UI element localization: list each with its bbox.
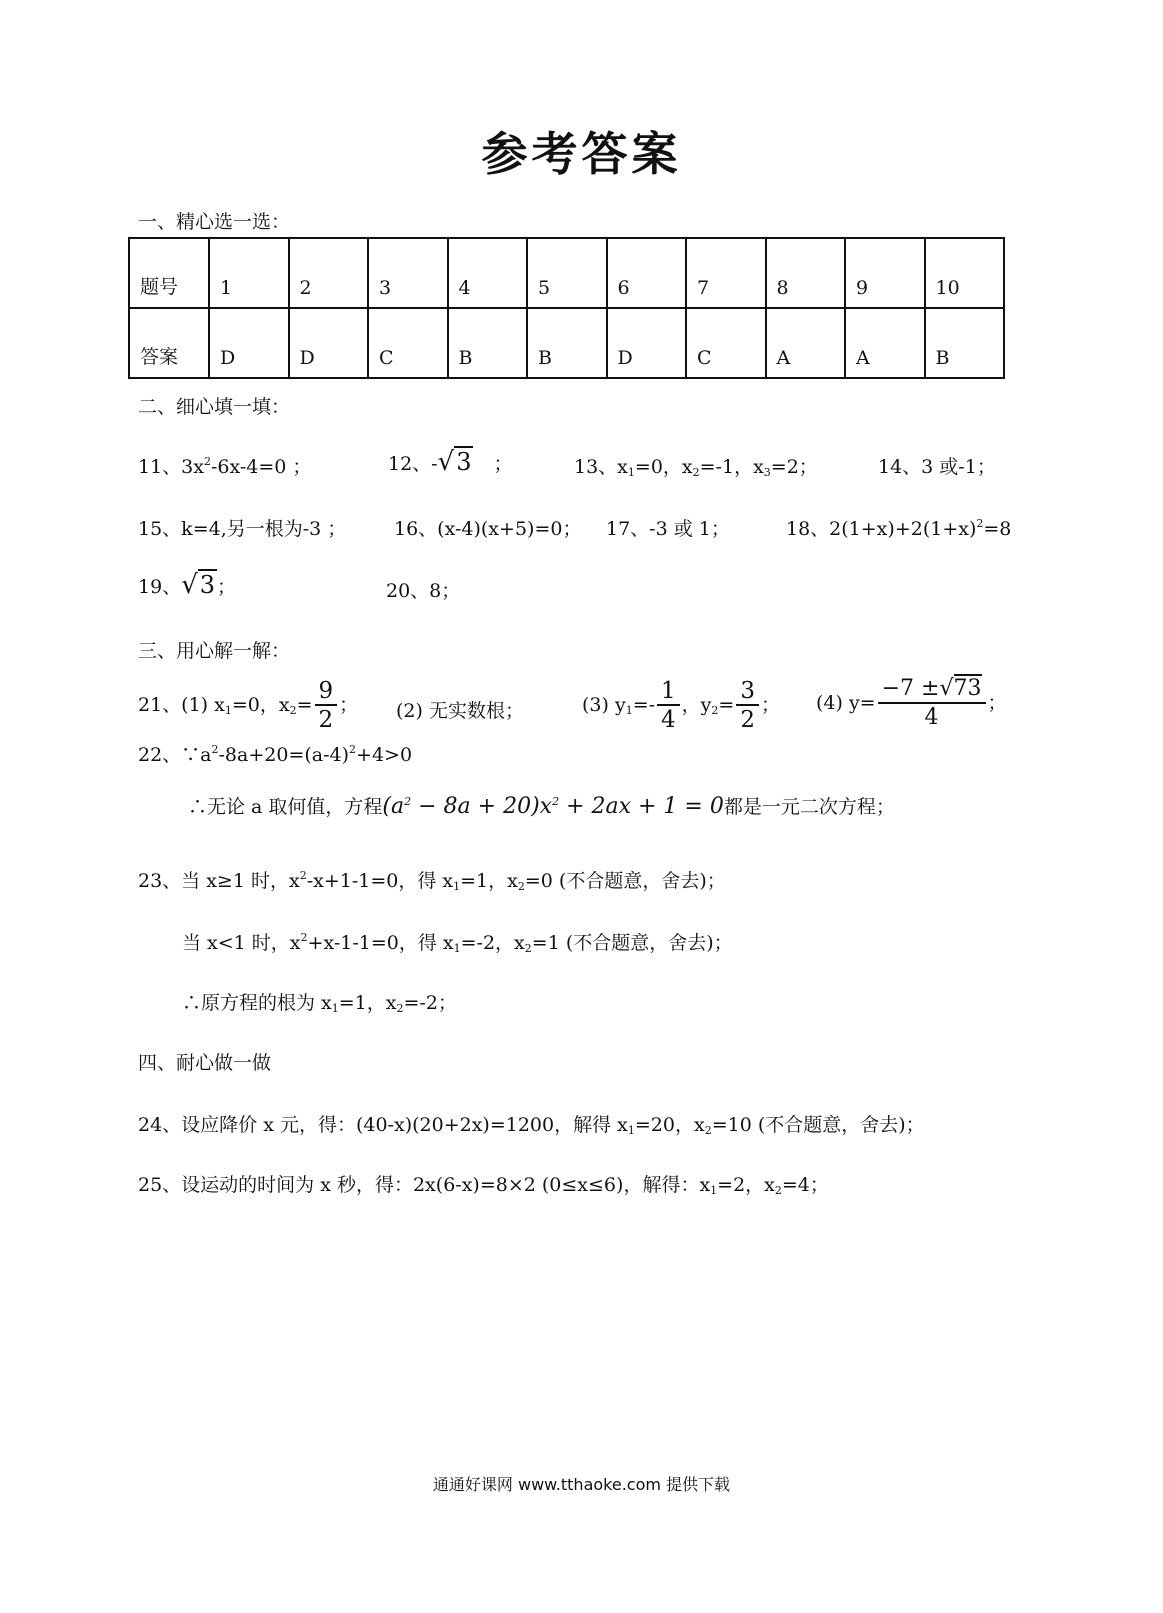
answer-text: =1 (不合题意，舍去)；	[531, 932, 733, 954]
answer-23-line-2	[182, 928, 733, 955]
page-title: 参考答案	[481, 127, 682, 181]
superscript: 2	[976, 517, 984, 530]
table-cell: B	[527, 308, 607, 378]
subscript: 2	[396, 1002, 404, 1015]
answer-text: =-2；	[403, 992, 457, 1014]
answer-23-line-1	[138, 866, 726, 893]
table-cell: D	[289, 308, 369, 378]
subscript: 1	[331, 1002, 339, 1015]
answer-17: 17、-3 或 1；	[606, 518, 730, 540]
denominator: 4	[661, 707, 676, 733]
subscript: 2	[289, 704, 297, 717]
subscript: 1	[627, 466, 635, 479]
table-cell: A	[845, 308, 925, 378]
superscript: 2	[300, 931, 308, 944]
subscript: 1	[224, 704, 232, 717]
table-cell: 10	[925, 238, 1005, 308]
denominator: 4	[924, 705, 939, 730]
answer-text: =0，x	[231, 694, 290, 716]
subscript: 3	[763, 466, 771, 479]
answer-text: 11、3x	[138, 456, 204, 478]
table-cell: 7	[686, 238, 766, 308]
subscript: 2	[704, 1124, 712, 1137]
denominator: 2	[740, 707, 755, 733]
answer-text: 12、-	[388, 453, 438, 475]
subscript: 2	[711, 704, 719, 717]
answer-text: =20，x	[634, 1114, 705, 1136]
answer-14: 14、3 或-1；	[878, 456, 996, 478]
answer-text: ；	[987, 692, 1007, 714]
answer-text: ；	[760, 694, 780, 716]
answer-text: ∴原方程的根为 x	[182, 992, 332, 1014]
answer-text: =10 (不合题意，舍去)；	[711, 1114, 925, 1136]
answer-21-3	[582, 678, 780, 734]
answer-text: 21、(1) x	[138, 694, 225, 716]
answer-text: =0 (不合题意，舍去)；	[524, 870, 726, 892]
table-cell: C	[686, 308, 766, 378]
answer-text: 13、x	[574, 456, 628, 478]
superscript: 2	[299, 869, 307, 882]
radicand: 73	[953, 676, 982, 701]
answer-text: ，y	[681, 694, 712, 716]
table-cell: 4	[448, 238, 528, 308]
subscript: 2	[692, 466, 700, 479]
superscript: 2	[211, 743, 219, 756]
equation-text: + 2ax + 1 = 0	[559, 794, 724, 819]
radicand: 3	[199, 571, 216, 599]
row-header-answer: 答案	[129, 308, 209, 378]
answer-text: =	[718, 694, 735, 716]
subscript: 2	[524, 942, 532, 955]
numerator: 3	[736, 678, 759, 706]
equation	[382, 794, 723, 819]
answer-19	[138, 570, 236, 600]
answer-text: =0，x	[634, 456, 693, 478]
answer-text: +x-1-1=0，得 x	[307, 932, 454, 954]
answer-text: 23、当 x≥1 时，x	[138, 870, 300, 892]
radicand: 3	[456, 448, 472, 476]
answer-16: 16、(x-4)(x+5)=0；	[394, 518, 582, 540]
answer-15: 15、k=4,另一根为-3 ；	[138, 518, 347, 540]
answer-text: 18、2(1+x)+2(1+x)	[786, 518, 977, 540]
table-cell: B	[925, 308, 1005, 378]
table-row-answers	[129, 308, 1004, 378]
fraction	[315, 678, 338, 734]
table-cell: 2	[289, 238, 369, 308]
answer-12	[388, 447, 513, 477]
fraction	[657, 678, 680, 734]
answer-text: =	[296, 694, 313, 716]
denominator: 2	[318, 707, 334, 733]
answer-20: 20、8；	[386, 580, 461, 602]
answer-23-line-3	[182, 988, 457, 1015]
answer-text: 24、设应降价 x 元，得：(40-x)(20+2x)=1200，解得 x	[138, 1114, 628, 1136]
answer-21-4	[816, 676, 1007, 732]
answer-text: -8a+20=(a-4)	[218, 744, 350, 766]
answer-text: 都是一元二次方程；	[723, 796, 895, 818]
table-cell: D	[607, 308, 687, 378]
answer-text: =4；	[781, 1174, 829, 1196]
answer-text: 22、∵a	[138, 744, 212, 766]
numerator-text: −7 ±	[881, 676, 940, 701]
answer-text: (4) y=	[816, 692, 876, 714]
numerator: 1	[657, 678, 680, 706]
answer-text: 19、	[138, 576, 182, 598]
subscript: 1	[627, 1124, 635, 1137]
answer-text: ∴无论 a 取何值，方程	[188, 796, 383, 818]
table-cell: 5	[527, 238, 607, 308]
section-2-heading: 二、细心填一填：	[138, 396, 291, 418]
footer: 通通好课网 www.tthaoke.com 提供下载	[432, 1475, 731, 1494]
sqrt-expression: √3	[181, 570, 216, 600]
table-cell: 3	[368, 238, 448, 308]
table-row-numbers	[129, 238, 1004, 308]
fraction	[878, 676, 986, 732]
answer-text: ；	[339, 694, 359, 716]
answer-25	[138, 1170, 829, 1197]
answer-21-1	[138, 678, 358, 734]
superscript: 2	[404, 795, 412, 808]
answer-text: =1，x	[338, 992, 397, 1014]
answer-text: =2，x	[717, 1174, 775, 1196]
subscript: 1	[453, 942, 461, 955]
answer-21-2: (2) 无实数根；	[396, 700, 524, 722]
answer-text: -x+1-1=0，得 x	[306, 870, 454, 892]
superscript: 2	[203, 455, 211, 468]
answer-18	[786, 514, 1011, 541]
subscript: 2	[517, 880, 525, 893]
row-header-number: 题号	[129, 238, 209, 308]
subscript: 2	[774, 1184, 782, 1197]
answer-text: =-1，x	[699, 456, 764, 478]
answer-24	[138, 1110, 925, 1137]
table-cell: 6	[607, 238, 687, 308]
subscript: 1	[453, 880, 461, 893]
subscript: 1	[710, 1184, 718, 1197]
numerator: 9	[315, 678, 338, 706]
answer-text: =-	[632, 694, 656, 716]
answer-text: -6x-4=0 ；	[210, 456, 312, 478]
numerator: −7 ±√73	[878, 676, 986, 704]
answer-22-line-1	[138, 740, 412, 767]
subscript: 1	[625, 704, 633, 717]
sqrt-expression: √3	[437, 447, 472, 477]
answer-text: =8	[983, 518, 1012, 540]
table-cell: 9	[845, 238, 925, 308]
superscript: 2	[552, 795, 560, 808]
table-cell: A	[766, 308, 846, 378]
table-cell: 8	[766, 238, 846, 308]
answer-text: +4>0	[356, 744, 413, 766]
equation-text: (a	[382, 794, 405, 819]
answer-text: ；	[217, 576, 237, 598]
answer-text: (3) y	[582, 694, 626, 716]
fraction	[736, 678, 759, 734]
answer-text: =1，x	[460, 870, 518, 892]
table-cell: C	[368, 308, 448, 378]
answer-text: =2；	[770, 456, 818, 478]
answer-11	[138, 452, 311, 479]
answer-text: =-2，x	[460, 932, 525, 954]
answer-text: 当 x<1 时，x	[182, 932, 301, 954]
answer-text: 25、设运动的时间为 x 秒，得：2x(6-x)=8×2 (0≤x≤6)，解得：x	[138, 1174, 711, 1196]
answer-13	[574, 452, 818, 479]
answer-text: ；	[493, 453, 513, 475]
table-cell: 1	[209, 238, 289, 308]
section-1-heading: 一、精心选一选：	[138, 211, 291, 233]
answer-22-line-2	[188, 792, 895, 819]
table-cell: D	[209, 308, 289, 378]
answer-table	[128, 237, 1005, 379]
table-cell: B	[448, 308, 528, 378]
section-4-heading: 四、耐心做一做	[138, 1052, 272, 1074]
section-3-heading: 三、用心解一解：	[138, 640, 291, 662]
superscript: 2	[349, 743, 357, 756]
equation-text: − 8a + 20)x	[411, 794, 553, 819]
